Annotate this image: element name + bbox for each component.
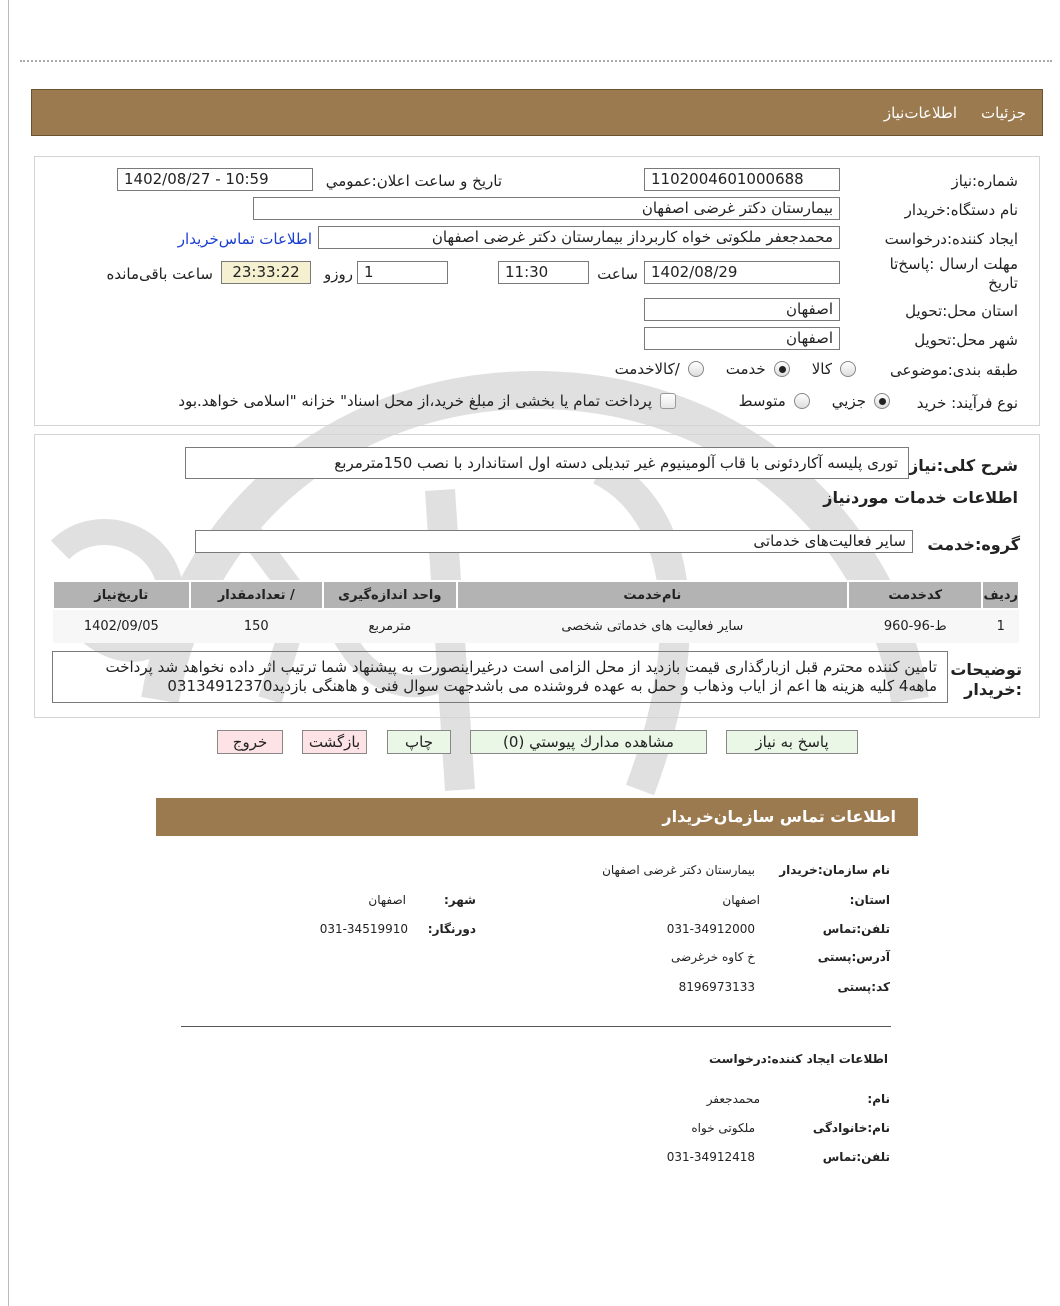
col-code-header: کدخدمت	[848, 581, 982, 609]
contact-city-value: اصفهان	[368, 893, 406, 907]
creator-last-name-value: ملکوتی خواه	[691, 1121, 755, 1135]
deadline-label: مهلت ارسال :پاسخ‌تا تاریخ	[889, 255, 1018, 292]
services-table	[52, 580, 1020, 643]
buyer-org-label: نام دستگاه:خریدار	[904, 201, 1018, 219]
col-unit-header: واحد اندازه‌گیری	[323, 581, 457, 609]
reply-button[interactable]: پاسخ به نیاز	[726, 730, 858, 754]
remaining-time-field: 23:33:22	[221, 261, 311, 284]
category-option-service[interactable]: خدمت	[726, 360, 790, 378]
province-label: استان محل:تحویل	[905, 302, 1018, 320]
need-number-label: شماره:نیاز	[951, 172, 1018, 190]
row-number: 1	[982, 609, 1019, 643]
contact-phone-label: تلفن:تماس	[822, 922, 890, 936]
process-type-label: نوع فرآیند: خرید	[916, 394, 1018, 412]
services-table-header	[53, 581, 1019, 609]
radio-icon[interactable]	[688, 361, 704, 377]
announce-label: تاریخ و ساعت اعلان:عمومي	[325, 172, 502, 190]
radio-icon[interactable]	[794, 393, 810, 409]
city-field: اصفهان	[644, 327, 840, 350]
service-name: سایر فعالیت های خدماتی شخصی	[457, 609, 848, 643]
days-label: روزو	[324, 265, 353, 283]
creator-first-name-label: نام:	[867, 1092, 890, 1106]
details-header-bar	[31, 89, 1043, 136]
contact-fax-label: دورنگار:	[427, 922, 476, 936]
days-field: 1	[357, 261, 448, 284]
top-divider	[20, 60, 1052, 62]
summary-label: شرح کلی:نیاز	[909, 456, 1018, 475]
back-button[interactable]: بازگشت	[302, 730, 367, 754]
attachments-button[interactable]: مشاهده مدارك پيوستي (0)	[470, 730, 707, 754]
service-group-label: گروه:خدمت	[927, 535, 1020, 554]
contact-title: اطلاعات تماس سازمان‌خریدار	[662, 807, 896, 826]
category-options	[560, 360, 856, 378]
contact-phone-value: 031-34912000	[666, 922, 755, 936]
deadline-time-label: ساعت	[597, 265, 638, 283]
radio-selected-icon[interactable]	[874, 393, 890, 409]
contact-divider	[181, 1026, 891, 1027]
service-date: 1402/09/05	[53, 609, 190, 643]
process-options	[700, 392, 890, 410]
creator-info-title: اطلاعات ایجاد کننده:درخواست	[708, 1052, 888, 1066]
print-button[interactable]: چاپ	[387, 730, 451, 754]
contact-address-value: خ کاوه خرغرضی	[671, 950, 755, 964]
contact-header-bar	[156, 798, 918, 836]
table-row	[53, 609, 1019, 643]
summary-field: توری پلیسه آکاردئونی با قاب آلومینیوم غیر تبدیلی دسته اول استاندارد با نصب 150مترمربع	[185, 447, 909, 479]
exit-button[interactable]: خروج	[217, 730, 283, 754]
city-label: شهر محل:تحویل	[914, 331, 1018, 349]
services-section-title: اطلاعات خدمات موردنیاز	[823, 488, 1018, 507]
deadline-date-field: 1402/08/29	[644, 261, 840, 284]
category-option-goods-service[interactable]: /کالاخدمت	[615, 360, 704, 378]
service-unit: مترمربع	[323, 609, 457, 643]
creator-first-name-value: محمدجعفر	[706, 1092, 760, 1106]
creator-last-name-label: نام:خانوادگی	[812, 1121, 890, 1135]
province-field: اصفهان	[644, 298, 840, 321]
contact-city-label: شهر:	[444, 893, 476, 907]
service-group-field: سایر فعالیت‌های خدماتی	[195, 530, 913, 553]
contact-address-label: آدرس:پستی	[817, 950, 890, 964]
remaining-time-label: ساعت باقی‌مانده	[106, 265, 213, 283]
col-quantity-header: / تعدادمقدار	[190, 581, 324, 609]
category-label: طبقه بندی:موضوعی	[890, 361, 1018, 379]
contact-fax-value: 031-34519910	[319, 922, 408, 936]
service-quantity: 150	[190, 609, 324, 643]
buyer-notes-label: توضیحات :خریدار	[950, 660, 1022, 699]
col-date-header: تاریخ‌نیاز	[53, 581, 190, 609]
radio-icon[interactable]	[840, 361, 856, 377]
page-left-border	[8, 0, 9, 1306]
creator-phone-value: 031-34912418	[666, 1150, 755, 1164]
buyer-notes-field: تامین کننده محترم قبل ازبارگذاری قیمت بازدید از محل الزامی است درغیراینصورت به پیشنهاد شما ترتیب اثر داده نخواهد شد پرداخت ماهه4 کلیه هزینه ها اعم از ایاب وذهاب و حمل به عهده فروشنده می باشدجهت سوال فنی و هاهنگی بازدید03134912370	[52, 651, 948, 703]
contact-postal-label: کد:پستی	[837, 980, 890, 994]
process-option-minor[interactable]: جزيي	[832, 392, 890, 410]
tab-details[interactable]: جزئیات	[981, 103, 1026, 122]
announce-datetime-field: 1402/08/27 - 10:59	[117, 168, 313, 191]
contact-province-label: استان:	[849, 893, 890, 907]
deadline-time-field: 11:30	[498, 261, 589, 284]
col-name-header: نام‌خدمت	[457, 581, 848, 609]
org-name-label: نام سازمان:خریدار	[779, 863, 890, 877]
creator-field: محمدجعفر ملکوتی خواه کاربرداز بیمارستان دکتر غرضی اصفهان	[318, 226, 840, 249]
service-code: ط-96-960	[848, 609, 982, 643]
need-number-field: 1102004601000688	[644, 168, 840, 191]
buyer-contact-link[interactable]: اطلاعات تماس‌خریدار	[177, 230, 312, 248]
radio-selected-icon[interactable]	[774, 361, 790, 377]
treasury-payment-option[interactable]: پرداخت تمام یا بخشی از مبلغ خرید،از محل اسناد" خزانه "اسلامی خواهد.بود	[146, 392, 676, 410]
col-row-header: ردیف	[982, 581, 1019, 609]
process-option-medium[interactable]: متوسط	[739, 392, 810, 410]
org-name-value: بیمارستان دکتر غرضی اصفهان	[602, 863, 755, 877]
checkbox-icon[interactable]	[660, 393, 676, 409]
category-option-goods[interactable]: کالا	[812, 360, 856, 378]
buyer-org-field: بیمارستان دکتر غرضی اصفهان	[253, 197, 840, 220]
contact-postal-value: 8196973133	[678, 980, 755, 994]
contact-province-value: اصفهان	[722, 893, 760, 907]
creator-label: ایجاد کننده:درخواست	[884, 230, 1018, 248]
tab-need-info[interactable]: اطلاعات‌نیاز	[883, 103, 958, 122]
creator-phone-label: تلفن:تماس	[822, 1150, 890, 1164]
